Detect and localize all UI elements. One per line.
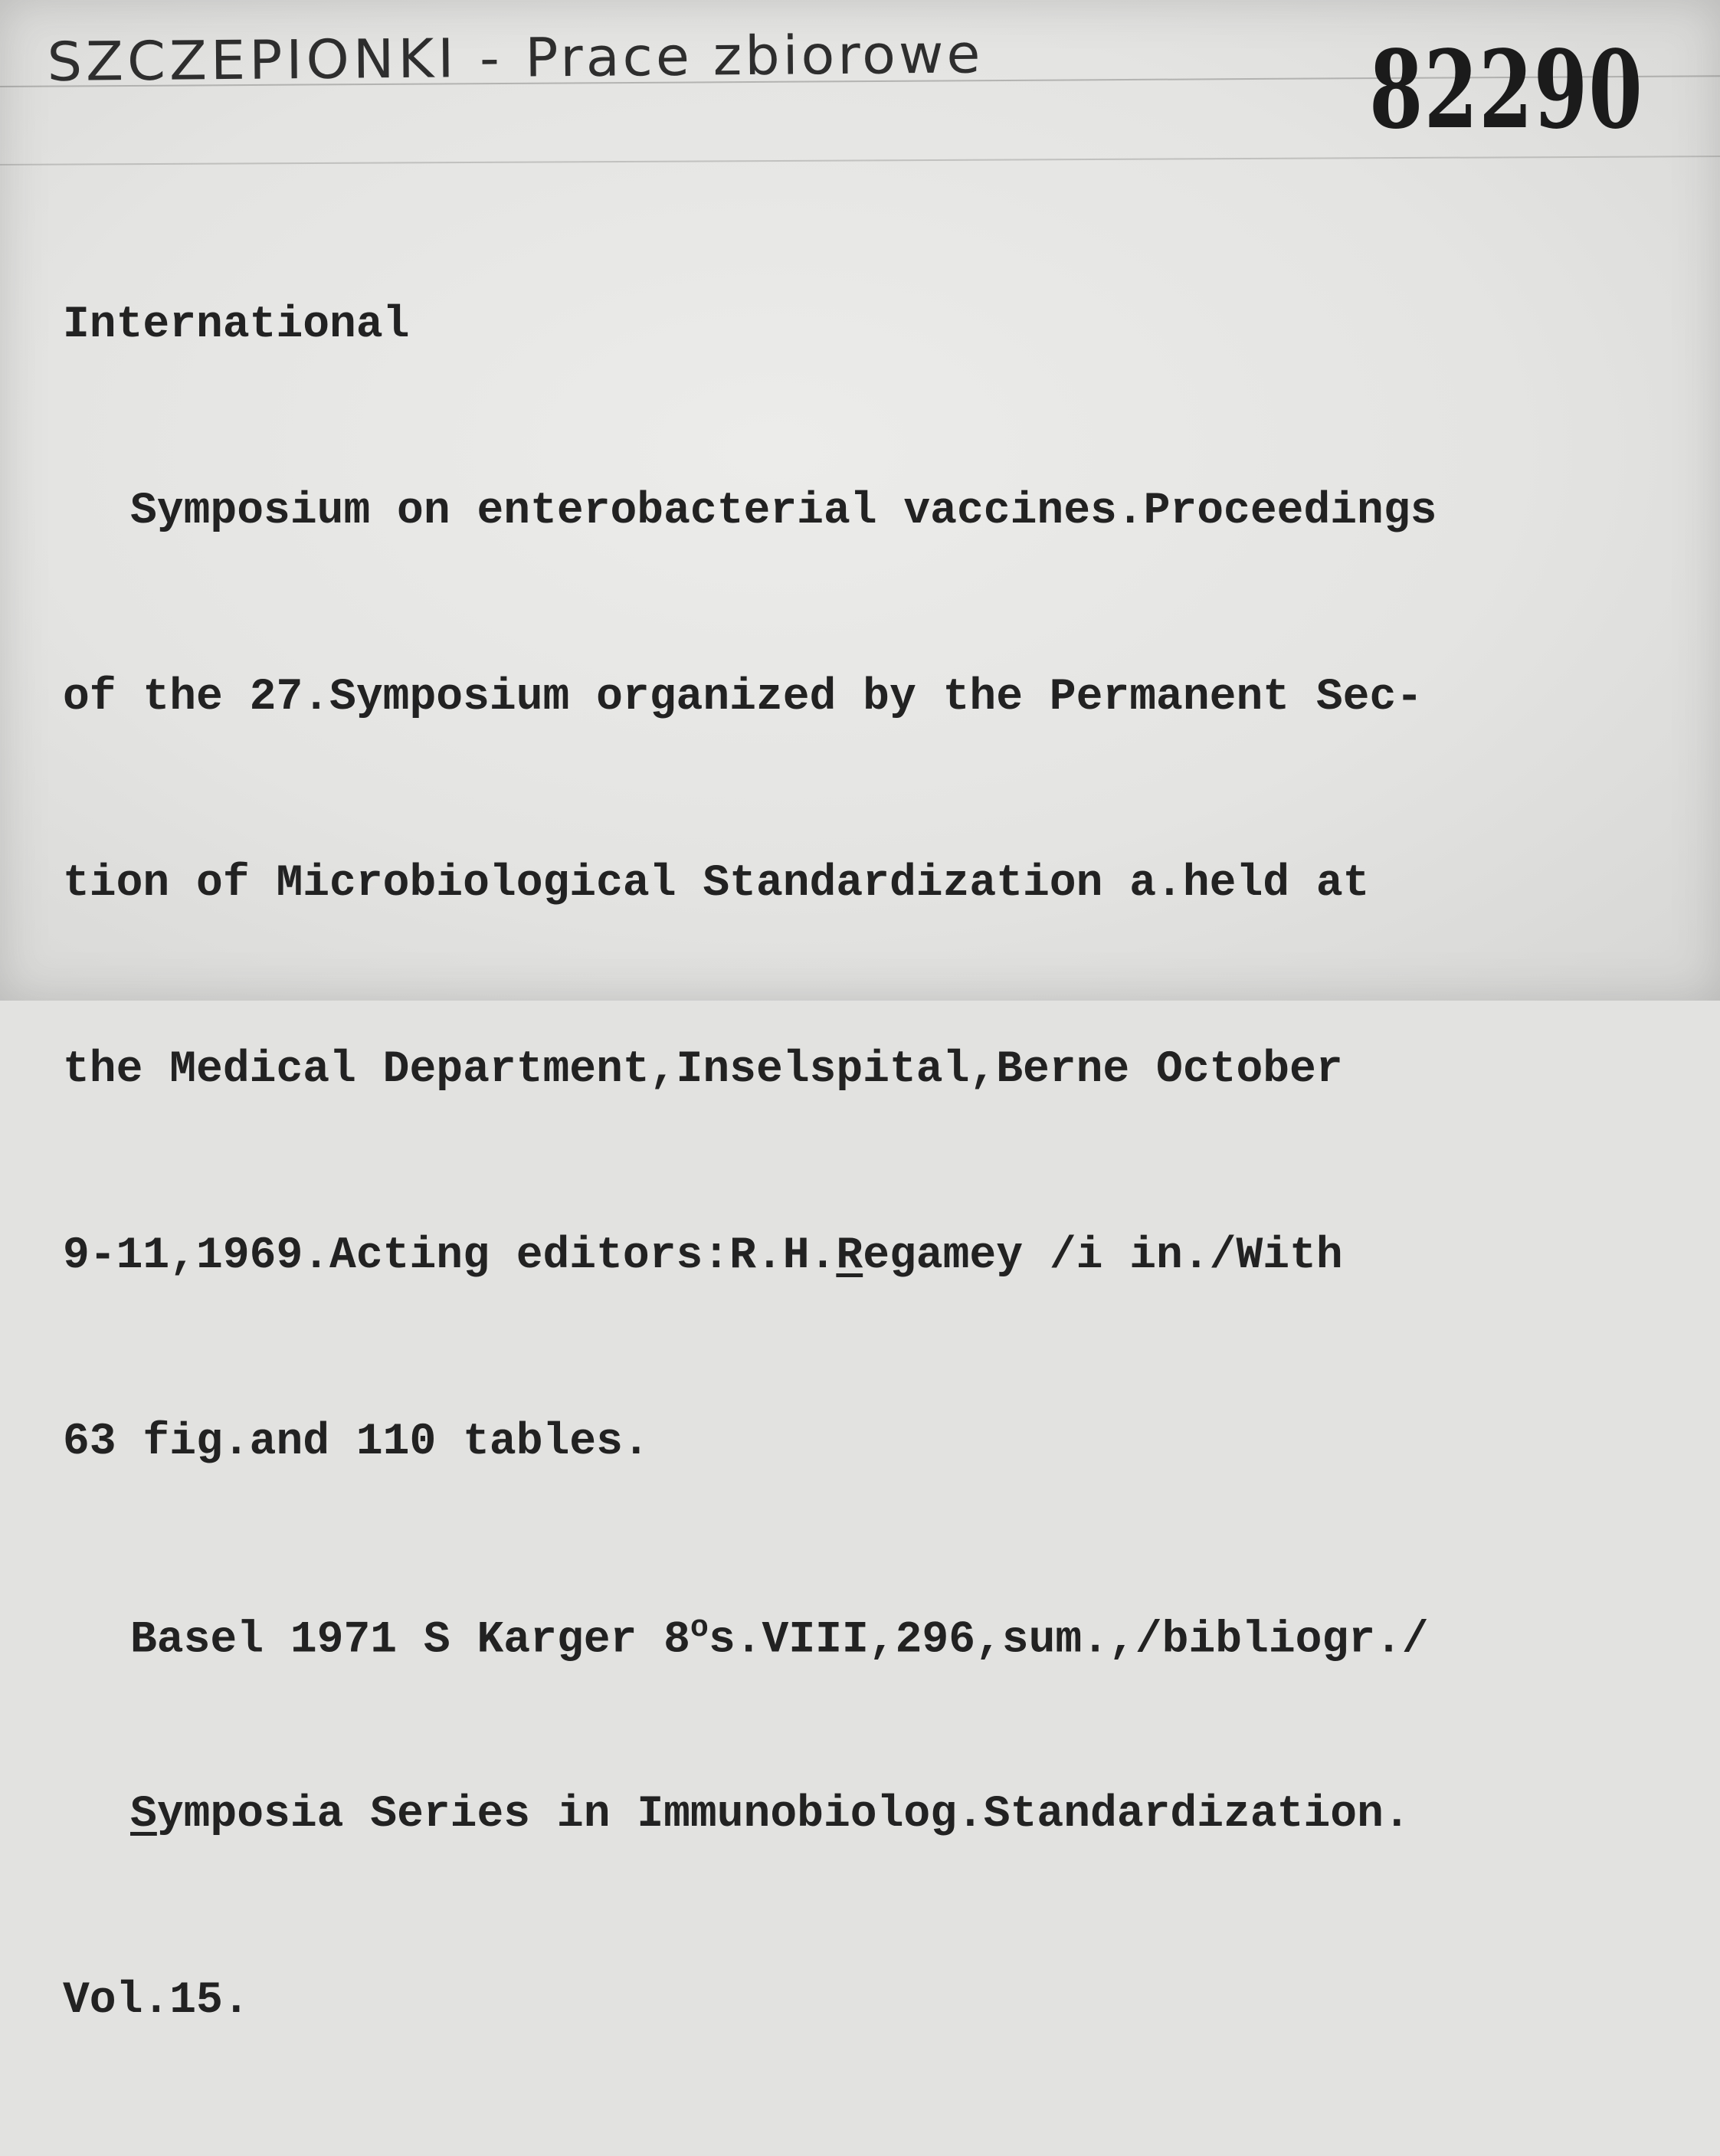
imprint-line	[63, 1597, 1695, 1666]
title-line-1: Symposium on enterobacterial vaccines.Proceedings	[130, 487, 1437, 536]
title-line-5	[63, 1225, 1695, 1287]
bibliographic-entry	[63, 170, 1695, 2156]
accession-number: 82290	[1369, 28, 1643, 153]
title-line-5-after: egamey /i in./With	[863, 1231, 1343, 1281]
title-line-5-underlined: R	[836, 1231, 863, 1281]
imprint-after: s.VIII,296,sum.,/bibliogr./	[708, 1615, 1429, 1666]
title-line-4: the Medical Department,Inselspital,Berne October	[63, 1045, 1343, 1095]
title-line-2: of the 27.Symposium organized by the Permanent Sec-	[63, 673, 1424, 722]
imprint-degree: o	[690, 1611, 709, 1646]
series-rest: ymposia Series in Immunobiolog.Standardization.	[156, 1790, 1410, 1840]
title-line-3: tion of Microbiological Standardization a.held at	[63, 859, 1370, 909]
heading-separator: -	[479, 26, 504, 90]
title-line-6: 63 fig.and 110 tables.	[63, 1417, 650, 1467]
series-volume: Vol.15.	[63, 1976, 250, 2026]
subject-heading	[47, 22, 984, 93]
subject-heading-main: SZCZEPIONKI	[47, 27, 458, 93]
imprint-before: Basel 1971 S Karger 8	[130, 1615, 690, 1666]
subject-subheading: Prace zbiorowe	[525, 22, 984, 90]
series-underlined: S	[130, 1790, 157, 1840]
main-entry-line: International	[63, 300, 410, 350]
second-ruled-line	[0, 156, 1720, 165]
title-line-5-before: 9-11,1969.Acting editors:R.H.	[63, 1231, 837, 1281]
series-line	[63, 1784, 1695, 1846]
